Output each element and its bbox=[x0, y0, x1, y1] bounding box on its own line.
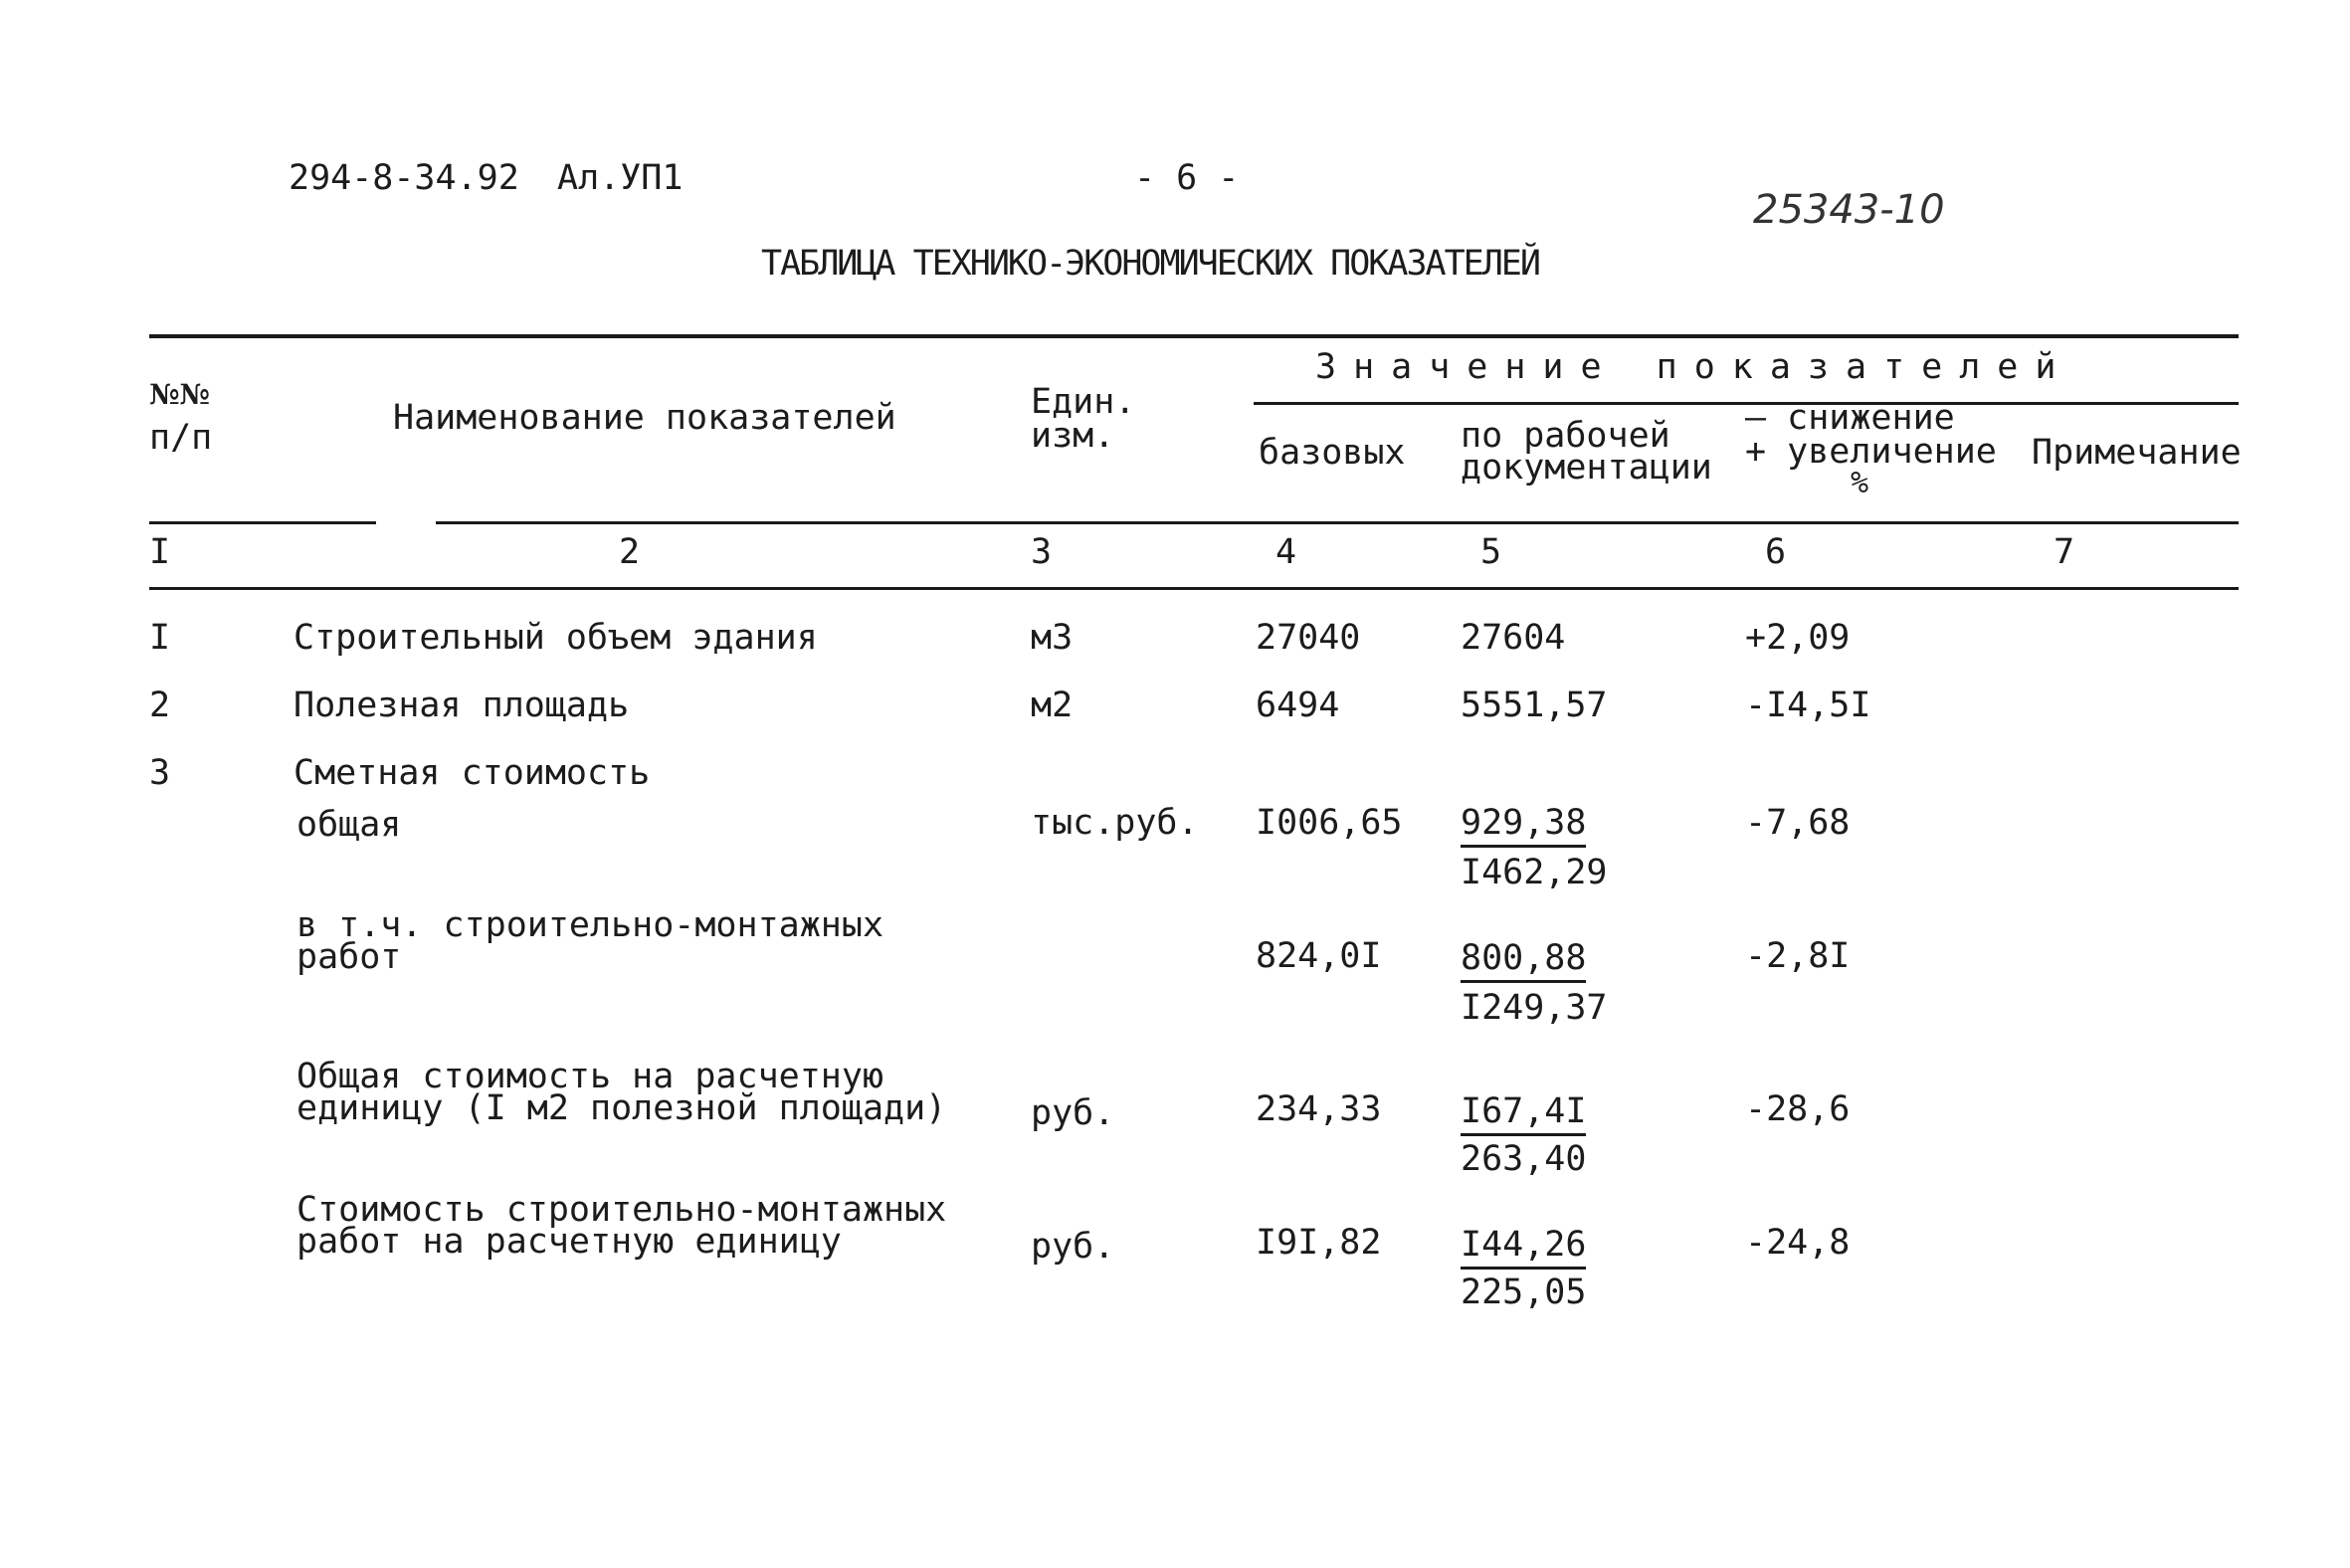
column-number: 7 bbox=[2054, 532, 2075, 572]
row-working-value: I67,4I bbox=[1461, 1091, 1586, 1136]
header-group-values: Значение показателей bbox=[1315, 347, 2073, 387]
header-bottom-rule bbox=[436, 521, 2239, 524]
column-number: 3 bbox=[1031, 532, 1053, 572]
row-working-subvalue: 225,05 bbox=[1461, 1273, 1587, 1312]
header-bottom-rule bbox=[149, 521, 376, 524]
header-base: базовых bbox=[1259, 433, 1406, 473]
column-number: 2 bbox=[619, 532, 641, 572]
row-number: 2 bbox=[149, 686, 171, 725]
page-title: ТАБЛИЦА ТЕХНИКО-ЭКОНОМИЧЕСКИХ ПОКАЗАТЕЛЕЙ bbox=[761, 244, 1539, 284]
row-working-subvalue: I462,29 bbox=[1461, 853, 1608, 892]
row-name: работ на расчетную единицу bbox=[296, 1222, 842, 1262]
header-name: Наименование показателей bbox=[393, 398, 896, 438]
row-number: 3 bbox=[149, 753, 171, 793]
column-numbers-rule bbox=[149, 587, 2239, 590]
row-name: Общая стоимость на расчетную bbox=[296, 1057, 884, 1096]
row-unit: м3 bbox=[1031, 618, 1074, 658]
row-name: общая bbox=[296, 805, 402, 845]
row-unit: тыс.руб. bbox=[1031, 803, 1199, 843]
table-top-rule bbox=[149, 334, 2239, 338]
row-change-value: -I4,5I bbox=[1745, 686, 1871, 725]
row-name: Строительный объем эдания bbox=[294, 618, 818, 658]
column-number: 6 bbox=[1765, 532, 1787, 572]
row-change-value: -2,8I bbox=[1745, 936, 1851, 976]
header-note: Примечание bbox=[2032, 433, 2242, 473]
header-working-docs: документации bbox=[1461, 448, 1712, 488]
row-change-value: +2,09 bbox=[1745, 618, 1851, 658]
row-base-value: 234,33 bbox=[1256, 1089, 1382, 1129]
column-number: 5 bbox=[1480, 532, 1502, 572]
row-name: Стоимость строительно-монтажных bbox=[296, 1190, 947, 1230]
column-number: 4 bbox=[1275, 532, 1297, 572]
header-change-percent: % bbox=[1851, 466, 1869, 500]
row-base-value: 27040 bbox=[1256, 618, 1361, 658]
header-change: – снижение bbox=[1745, 398, 1955, 438]
row-name: работ bbox=[296, 937, 402, 977]
header-working-docs: по рабочей bbox=[1461, 416, 1670, 456]
row-name: Сметная стоимость bbox=[294, 753, 651, 793]
header-unit: Един. bbox=[1031, 382, 1136, 422]
row-working-subvalue: 263,40 bbox=[1461, 1139, 1587, 1179]
row-working-value: 5551,57 bbox=[1461, 686, 1608, 725]
row-base-value: 824,0I bbox=[1256, 936, 1382, 976]
sheet-label: Ал.УП1 bbox=[557, 158, 684, 198]
handwritten-number: 25343-10 bbox=[1753, 187, 1945, 233]
header-number-label: п/п bbox=[149, 418, 213, 458]
row-change-value: -28,6 bbox=[1745, 1089, 1851, 1129]
column-number: I bbox=[149, 532, 171, 572]
row-base-value: I006,65 bbox=[1256, 803, 1403, 843]
row-working-value: I44,26 bbox=[1461, 1225, 1586, 1270]
row-unit: руб. bbox=[1031, 1227, 1115, 1267]
row-working-subvalue: I249,37 bbox=[1461, 988, 1608, 1028]
row-unit: руб. bbox=[1031, 1093, 1115, 1133]
row-unit: м2 bbox=[1031, 686, 1074, 725]
row-base-value: I9I,82 bbox=[1256, 1223, 1382, 1263]
row-name: Полезная площадь bbox=[294, 686, 630, 725]
row-change-value: -7,68 bbox=[1745, 803, 1851, 843]
row-working-value: 800,88 bbox=[1461, 938, 1586, 983]
row-number: I bbox=[149, 618, 171, 658]
header-unit: изм. bbox=[1031, 416, 1115, 456]
page-number: - 6 - bbox=[1134, 158, 1240, 198]
row-change-value: -24,8 bbox=[1745, 1223, 1851, 1263]
header-change: + увеличение bbox=[1745, 432, 1997, 472]
row-name: единицу (I м2 полезной площади) bbox=[296, 1088, 947, 1128]
row-name: в т.ч. строительно-монтажных bbox=[296, 905, 884, 945]
document-code: 294-8-34.92 bbox=[289, 158, 519, 198]
header-number-sign: №№ bbox=[149, 378, 210, 411]
row-base-value: 6494 bbox=[1256, 686, 1340, 725]
row-working-value: 27604 bbox=[1461, 618, 1566, 658]
row-working-value: 929,38 bbox=[1461, 803, 1586, 848]
